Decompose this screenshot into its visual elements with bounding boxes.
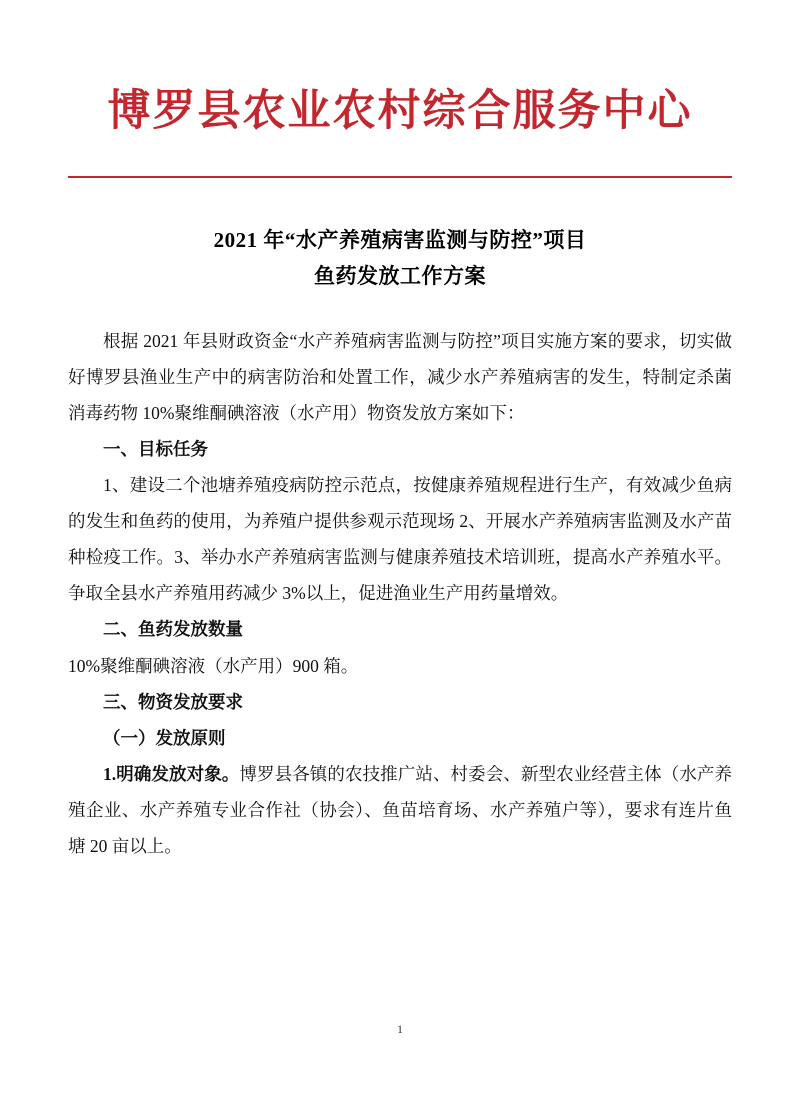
section-heading-2: 二、鱼药发放数量 [103,619,243,640]
page-title-line-1: 2021 年“水产养殖病害监测与防控”项目 [213,227,587,252]
paragraph-item-1 [68,756,732,864]
section-heading-3: 三、物资发放要求 [103,691,243,712]
paragraph-quantity: 10%聚维酮碘溶液（水产用）900 箱。 [68,655,359,676]
page-title [68,222,732,296]
letterhead-divider [68,176,732,178]
subsection-heading-3-1: （一）发放原则 [103,727,226,748]
document-body [68,323,732,864]
page-title-line-2: 鱼药发放工作方案 [314,264,486,289]
organization-title: 博罗县农业农村综合服务中心 [107,88,693,135]
page-number: 1 [397,1022,403,1036]
paragraph-target-tasks: 1、建设二个池塘养殖疫病防控示范点，按健康养殖规程进行生产，有效减少鱼病的发生和鱼药的使用，为养殖户提供参观示范现场 2、开展水产养殖病害监测及水产苗种检疫工作。3、举办水产养殖病害监测与健康养殖技术培训班，提高水产养殖水平。争取全县水产养殖用药减少 3%以上，促进渔业生产用药量增效。 [68,475,732,604]
section-heading-1: 一、目标任务 [103,439,208,460]
item-1-lead: 1.明确发放对象。 [103,763,240,784]
paragraph-intro: 根据 2021 年县财政资金“水产养殖病害监测与防控”项目实施方案的要求，切实做好博罗县渔业生产中的病害防治和处置工作，减少水产养殖病害的发生，特制定杀菌消毒药物 10%聚维酮碘溶液（水产用）物资发放方案如下： [68,331,732,424]
letterhead [68,0,732,178]
item-1-rest: 博罗县各镇的农技推广站、村委会、新型农业经营主体（水产养殖企业、水产养殖专业合作社（协会）、鱼苗培育场、水产养殖户等），要求有连片鱼塘 20 亩以上。 [68,763,733,856]
